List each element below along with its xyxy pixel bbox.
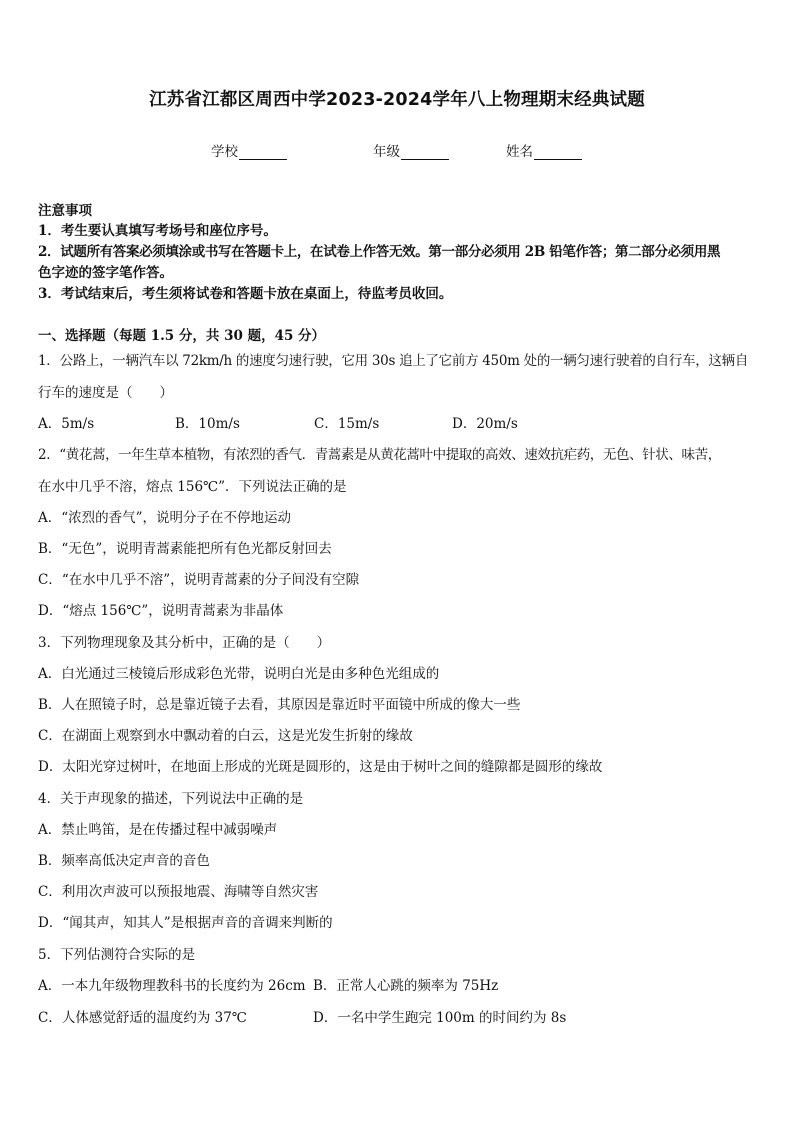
question-2-option-b: B．“无色”，说明青蒿素能把所有色光都反射回去 (38, 541, 332, 557)
school-blank (239, 145, 287, 160)
notice-item: 色字迹的签字笔作答。 (38, 265, 173, 281)
question-4-option-d: D．“闻其声，知其人”是根据声音的音调来判断的 (38, 915, 333, 931)
question-3-text: 3．下列物理现象及其分析中，正确的是（ ） (38, 635, 331, 651)
school-field (211, 140, 287, 160)
name-label: 姓名 (506, 144, 533, 160)
question-5-option-d: D．一名中学生跑完 100m 的时间约为 8s (313, 1010, 567, 1026)
question-4-option-b: B．频率高低决定声音的音色 (38, 853, 210, 869)
question-1-text: 1．公路上，一辆汽车以 72km/h 的速度匀速行驶，它用 30s 追上了它前方 450m 处的一辆匀速行驶着的自行车，这辆自 (38, 353, 749, 369)
question-2-option-a: A．“浓烈的香气”，说明分子在不停地运动 (38, 510, 292, 526)
notice-item: 1．考生要认真填写考场号和座位序号。 (38, 223, 277, 239)
name-field (506, 140, 582, 160)
question-3-option-d: D．太阳光穿过树叶，在地面上形成的光斑是圆形的，这是由于树叶之间的缝隙都是圆形的缘故 (38, 759, 603, 775)
question-3-option-b: B．人在照镜子时，总是靠近镜子去看，其原因是靠近时平面镜中所成的像大一些 (38, 697, 521, 713)
question-1-option-b: B．10m/s (175, 416, 240, 432)
question-5-text: 5．下列估测符合实际的是 (38, 947, 196, 963)
question-4-text: 4．关于声现象的描述，下列说法中正确的是 (38, 791, 304, 807)
question-5-option-a: A．一本九年级物理教科书的长度约为 26cm (38, 978, 306, 994)
question-3-option-c: C．在湖面上观察到水中飘动着的白云，这是光发生折射的缘故 (38, 728, 413, 744)
grade-field (373, 140, 449, 160)
question-5-option-c: C．人体感觉舒适的温度约为 37℃ (38, 1010, 247, 1026)
name-blank (534, 145, 582, 160)
question-2-text: 2．“黄花蒿，一年生草本植物，有浓烈的香气．青蒿素是从黄花蒿叶中提取的高效、速效抗疟药，无色、针状、味苦， (38, 447, 721, 463)
question-1-option-d: D．20m/s (452, 416, 518, 432)
notice-heading: 注意事项 (38, 203, 92, 219)
question-4-option-c: C．利用次声波可以预报地震、海啸等自然灾害 (38, 884, 319, 900)
question-2-option-c: C．“在水中几乎不溶”，说明青蒿素的分子间没有空隙 (38, 572, 360, 588)
question-5-option-b: B．正常人心跳的频率为 75Hz (313, 978, 499, 994)
question-1-text: 行车的速度是（ ） (38, 385, 173, 401)
grade-label: 年级 (373, 144, 400, 160)
question-2-text: 在水中几乎不溶，熔点 156℃”．下列说法正确的是 (38, 479, 347, 495)
question-1-option-a: A．5m/s (38, 416, 95, 432)
page-title: 江苏省江都区周西中学2023-2024学年八上物理期末经典试题 (149, 90, 645, 110)
question-3-option-a: A．白光通过三棱镜后形成彩色光带，说明白光是由多种色光组成的 (38, 666, 440, 682)
grade-blank (401, 145, 449, 160)
school-label: 学校 (211, 144, 238, 160)
notice-item: 2．试题所有答案必须填涂或书写在答题卡上，在试卷上作答无效。第一部分必须用 2B 铅笔作答；第二部分必须用黑 (38, 244, 721, 260)
section-heading: 一、选择题（每题 1.5 分，共 30 题，45 分） (38, 328, 326, 344)
notice-item: 3．考试结束后，考生须将试卷和答题卡放在桌面上，待监考员收回。 (38, 286, 453, 302)
question-4-option-a: A．禁止鸣笛，是在传播过程中减弱噪声 (38, 822, 278, 838)
question-1-option-c: C．15m/s (314, 416, 380, 432)
question-2-option-d: D．“熔点 156℃”，说明青蒿素为非晶体 (38, 603, 284, 619)
